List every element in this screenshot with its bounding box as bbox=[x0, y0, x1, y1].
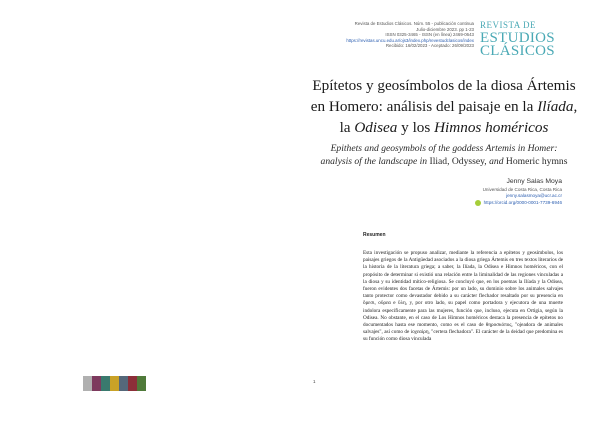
orcid-icon bbox=[475, 200, 481, 206]
article-subtitle-english bbox=[305, 142, 583, 168]
color-swatch bbox=[101, 376, 110, 391]
logo-line1: REVISTA DE bbox=[480, 20, 537, 30]
journal-meta-line3: ISSN 0325-3465 - ISSN (en línea) 2469-0643 bbox=[385, 32, 474, 38]
subtitle-line1: Epithets and geosymbols of the goddess Artemis in Homer: bbox=[330, 143, 558, 154]
journal-meta-line1: Revista de Estudios Clásicos. Núm. 55 - publicación continua bbox=[354, 21, 474, 26]
orcid-link[interactable]: https://orcid.org/0000-0001-7739-6946 bbox=[483, 200, 562, 206]
logo-line2: ESTUDIOS bbox=[480, 30, 555, 46]
color-swatch bbox=[92, 376, 101, 391]
title-line1: Epítetos y geosímbolos de la diosa Ártemis bbox=[312, 77, 576, 94]
color-swatch bbox=[83, 376, 92, 391]
color-swatch-strip bbox=[83, 376, 146, 391]
journal-metadata bbox=[300, 21, 474, 49]
abstract-paragraph: Esta investigación se propuso analizar, mediante la referencia a epítetos y geosímbolos, los paisajes griegos de la Antigüedad asociados a la diosa griega Ártemis en tres textos literarios de la historia de la literatura griega; a saber, la Ilíada, la Odisea e Himnos homéricos, con el propósito de determinar si existió una relación entre la liminalidad de las regiones vinculadas a la diosa y su identidad mítico-religiosa. Se concluyó que, en los poemas la Ilíada y la Odisea, fueron evidentes dos facetas de Ártemis: por un lado, su dominio sobre los animales salvajes tanto protector como devastador debido a su carácter flechador resaltado por su presencia en ὄρεσι, οὔρεα e ὕλη, y, por otro lado, su papel como portadora y ejecutora de una muerte indolora específicamente para las mujeres, función que, incluso, ejecuta en Ortigia, según la Odisea. No obstante, en el caso de Los Himnos homéricos destaca la presencia de epítetos no documentados hasta ese momento, como es el caso de θηροσκόπος, "ojeadora de animales salvajes", así como de ἰοχεαίρη, "certera flechadora". El carácter de la deidad que predomina es su función como diosa vinculada bbox=[363, 250, 563, 343]
abstract-heading: Resumen bbox=[363, 232, 386, 238]
title-line2: en Homero: análisis del paisaje en la Ilíada, bbox=[310, 98, 578, 115]
color-swatch bbox=[128, 376, 137, 391]
color-swatch bbox=[110, 376, 119, 391]
article-title bbox=[305, 75, 583, 138]
author-email-link[interactable]: jenny.salasmoya@ucr.ac.cr bbox=[506, 193, 562, 199]
author-block bbox=[400, 177, 562, 206]
journal-meta-line2: Julio-diciembre 2023. pp 1-23 bbox=[416, 26, 474, 32]
logo-line3: CLÁSICOS bbox=[480, 43, 555, 59]
color-swatch bbox=[119, 376, 128, 391]
title-line3: la Odisea y los Himnos homéricos bbox=[339, 119, 549, 136]
subtitle-line2: analysis of the landscape in Iliad, Odyssey, and Homeric hymns bbox=[320, 156, 568, 167]
author-name: Jenny Salas Moya bbox=[506, 178, 562, 185]
journal-logo bbox=[480, 19, 592, 58]
journal-url-link[interactable]: https://revistas.uncu.edu.ar/ojs3/index.php/revestudclasicos/index bbox=[346, 37, 474, 43]
author-affiliation: Universidad de Costa Rica, Costa Rica bbox=[482, 187, 562, 192]
page-number: 1 bbox=[313, 379, 316, 384]
color-swatch bbox=[137, 376, 146, 391]
orcid-row bbox=[400, 200, 562, 206]
journal-dates: Recibido: 16/02/2023 - Aceptado: 26/09/2023 bbox=[385, 43, 474, 49]
abstract-body bbox=[363, 250, 563, 384]
